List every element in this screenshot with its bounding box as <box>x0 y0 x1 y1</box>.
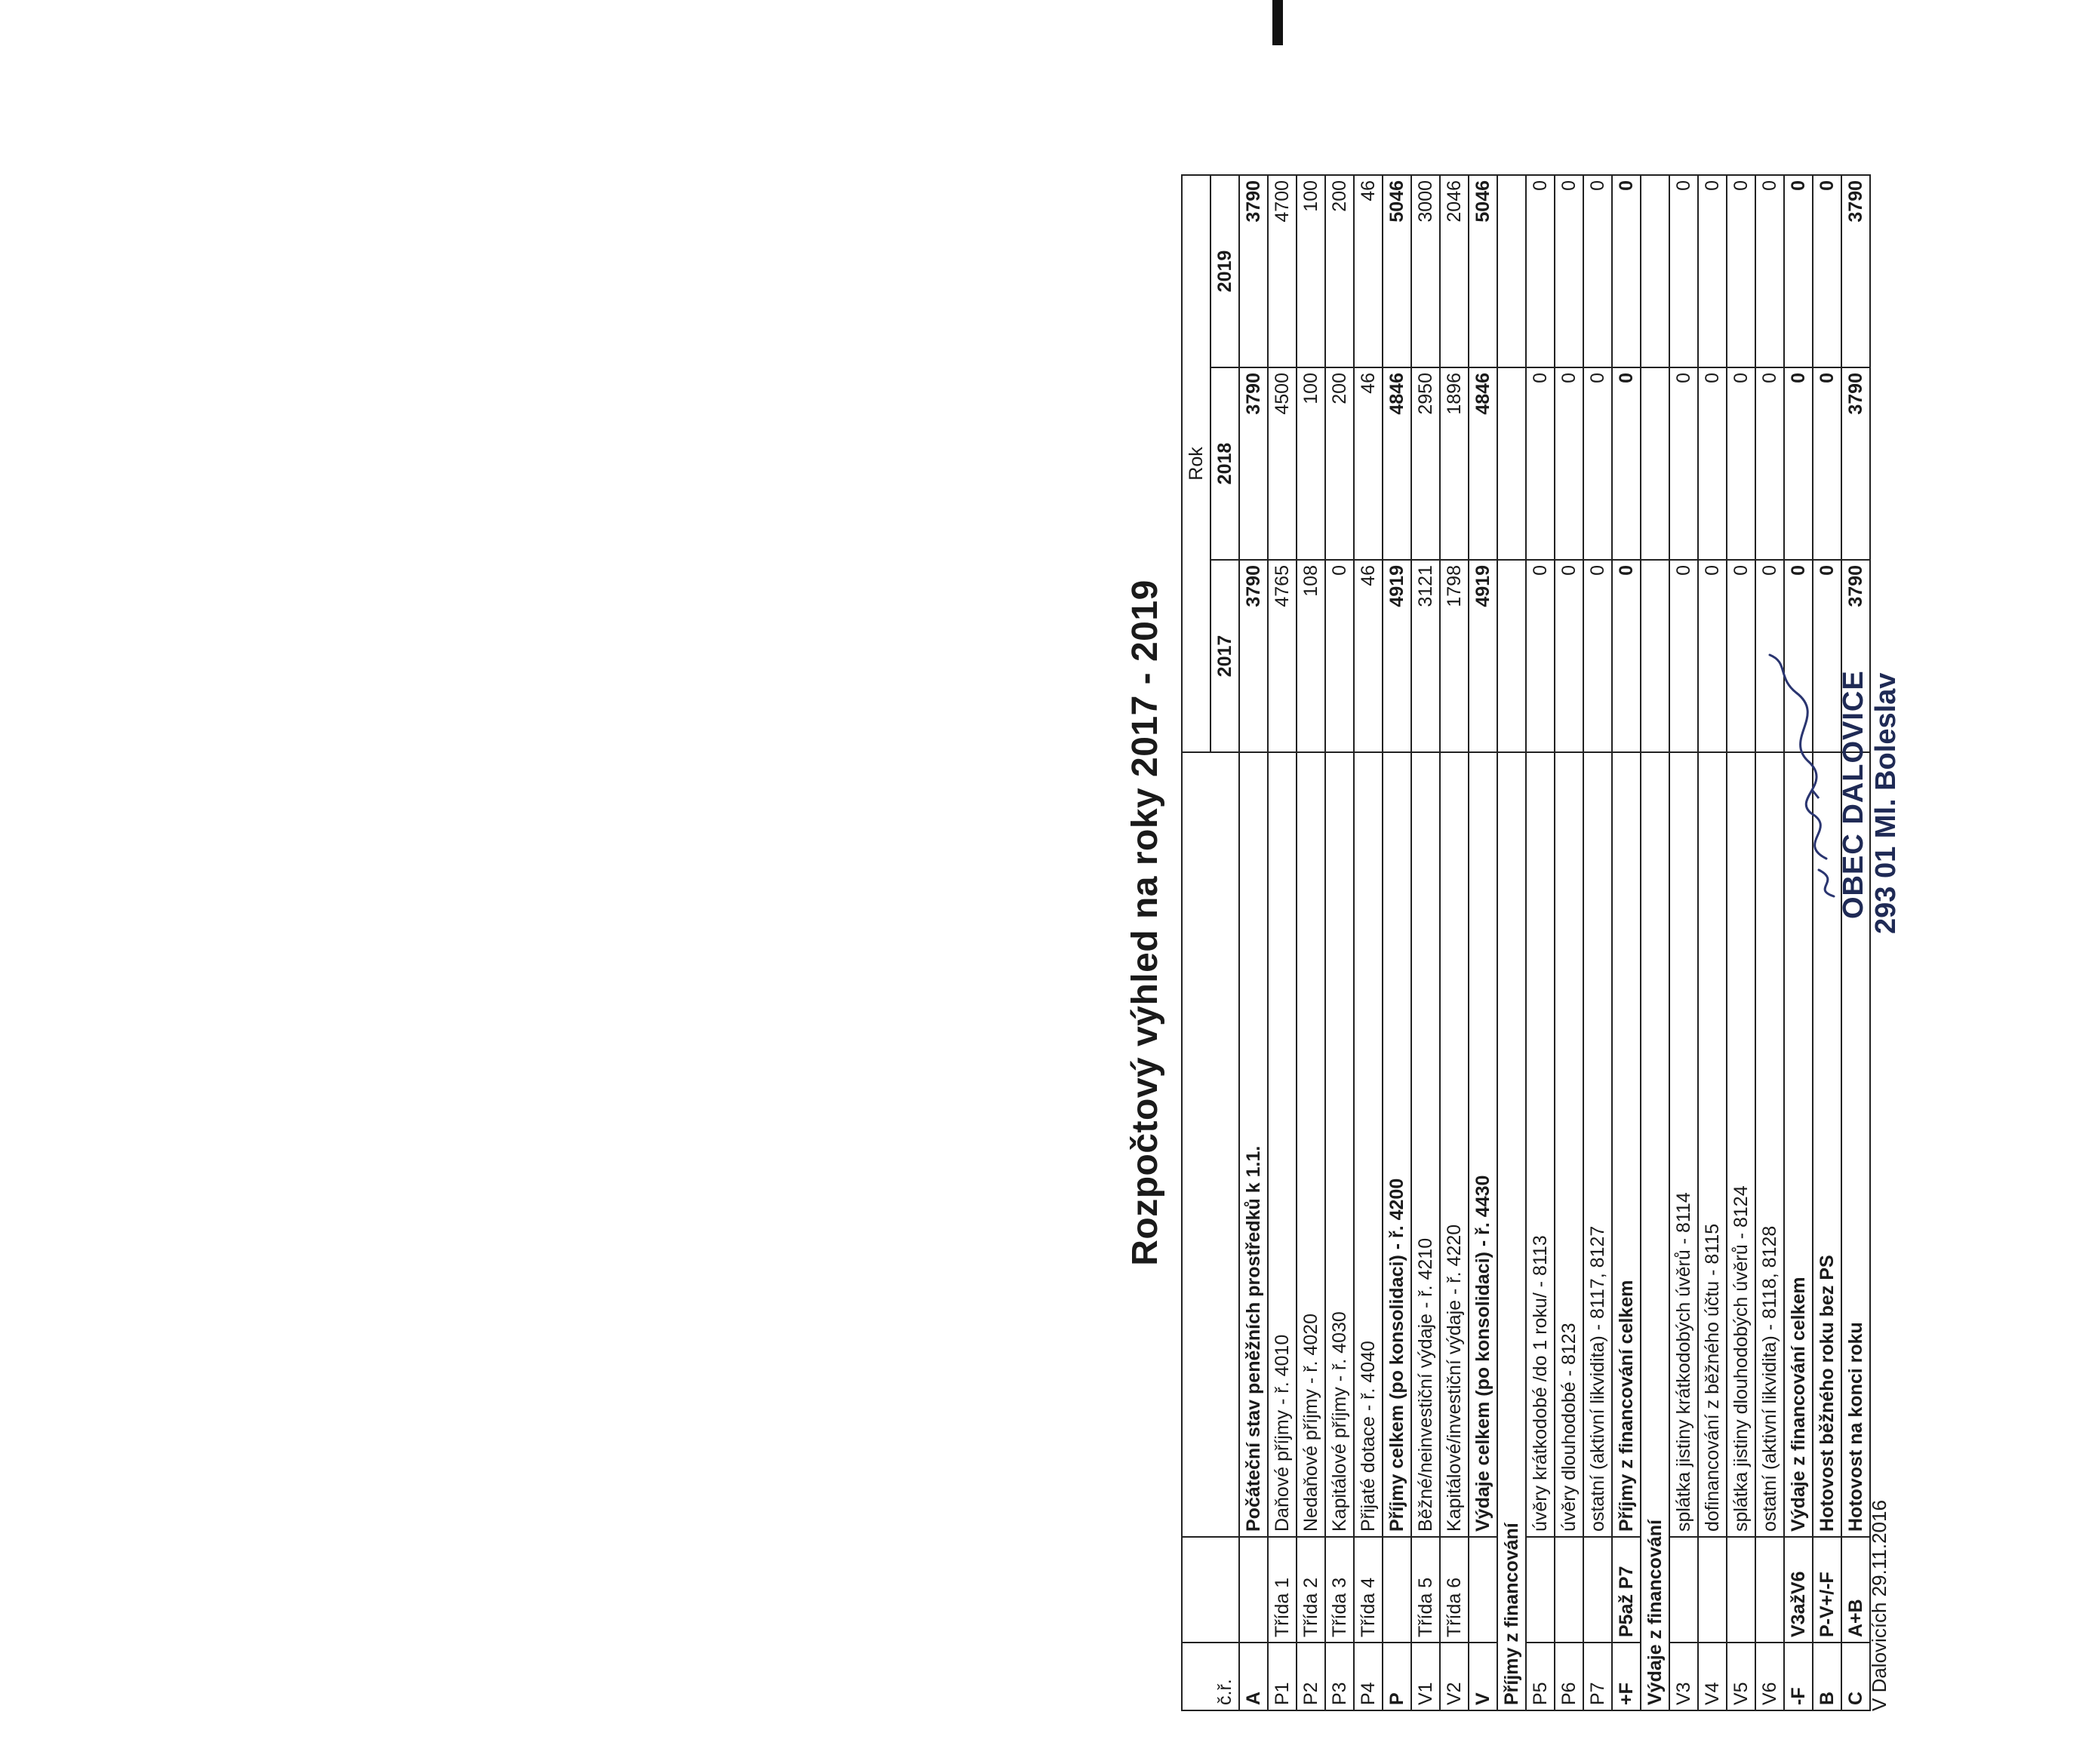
value-2019: 0 <box>1727 175 1755 367</box>
row-label: Příjmy celkem (po konsolidaci) - ř. 4200 <box>1383 752 1411 1537</box>
row-code: V3 <box>1669 1643 1698 1710</box>
row-code: P6 <box>1555 1643 1583 1710</box>
row-label: Výdaje z financování celkem <box>1784 752 1813 1537</box>
table-row <box>1813 175 1841 1710</box>
header-empty-2 <box>1182 752 1239 1537</box>
value-2017: 0 <box>1755 560 1784 752</box>
value-2018: 3790 <box>1239 367 1268 560</box>
row-class: Třída 4 <box>1354 1537 1383 1643</box>
value-2018: 0 <box>1813 367 1841 560</box>
row-label: Kapitálové příjmy - ř. 4030 <box>1325 752 1354 1537</box>
row-code: A <box>1239 1643 1268 1710</box>
value-2019: 4700 <box>1268 175 1297 367</box>
value-2018: 0 <box>1755 367 1784 560</box>
table-row <box>1325 175 1354 1710</box>
row-code: P7 <box>1583 1643 1612 1710</box>
row-class <box>1727 1537 1755 1643</box>
row-class: P5až P7 <box>1612 1537 1641 1643</box>
table-row <box>1440 175 1469 1710</box>
value-2019: 3790 <box>1239 175 1268 367</box>
row-label: Běžné/neinvestiční výdaje - ř. 4210 <box>1411 752 1440 1537</box>
table-row <box>1784 175 1813 1710</box>
value-2017: 3790 <box>1239 560 1268 752</box>
row-label: Výdaje celkem (po konsolidaci) - ř. 4430 <box>1469 752 1497 1537</box>
row-label: splátka jistiny krátkodobých úvěrů - 8114 <box>1669 752 1698 1537</box>
rotated-content <box>1049 6 2098 1764</box>
section-expense-financing <box>1641 175 1669 1710</box>
row-code: P <box>1383 1643 1411 1710</box>
value-2019: 100 <box>1297 175 1325 367</box>
value-2018: 200 <box>1325 367 1354 560</box>
row-code: P3 <box>1325 1643 1354 1710</box>
row-label: Hotovost běžného roku bez PS <box>1813 752 1841 1537</box>
row-code: P5 <box>1526 1643 1555 1710</box>
value-2017: 0 <box>1727 560 1755 752</box>
stamp-line-1: OBEC DALOVICE <box>1838 670 1869 919</box>
value-2019: 0 <box>1698 175 1727 367</box>
value-2019: 0 <box>1813 175 1841 367</box>
row-class: Třída 2 <box>1297 1537 1325 1643</box>
header-empty-1 <box>1182 1537 1239 1643</box>
table-row <box>1841 175 1870 1710</box>
row-code: +F <box>1612 1643 1641 1710</box>
header-year-2019: 2019 <box>1211 175 1239 367</box>
value-2018: 4846 <box>1469 367 1497 560</box>
table-row <box>1526 175 1555 1710</box>
table-row <box>1239 175 1268 1710</box>
table-row <box>1555 175 1583 1710</box>
value-2019: 5046 <box>1469 175 1497 367</box>
header-rok: Rok <box>1182 175 1211 752</box>
value-2017: 3790 <box>1841 560 1870 752</box>
section-income-financing-label: Příjmy z financování <box>1497 752 1526 1710</box>
row-label: dofinancování z běžného účtu - 8115 <box>1698 752 1727 1537</box>
value-2019: 200 <box>1325 175 1354 367</box>
value-2019: 0 <box>1612 175 1641 367</box>
row-code: P4 <box>1354 1643 1383 1710</box>
value-2018: 46 <box>1354 367 1383 560</box>
header-year-2018: 2018 <box>1211 367 1239 560</box>
row-code: V6 <box>1755 1643 1784 1710</box>
table-row <box>1354 175 1383 1710</box>
row-class <box>1239 1537 1268 1643</box>
value-2017: 4765 <box>1268 560 1297 752</box>
value-2019: 0 <box>1669 175 1698 367</box>
value-2018: 0 <box>1612 367 1641 560</box>
value-2018: 0 <box>1555 367 1583 560</box>
value-2017: 0 <box>1669 560 1698 752</box>
table-row <box>1583 175 1612 1710</box>
row-class <box>1383 1537 1411 1643</box>
empty-cell <box>1497 560 1526 752</box>
row-label: úvěry dlouhodobé - 8123 <box>1555 752 1583 1537</box>
value-2017: 46 <box>1354 560 1383 752</box>
value-2017: 108 <box>1297 560 1325 752</box>
value-2017: 0 <box>1526 560 1555 752</box>
row-label: úvěry krátkodobé /do 1 roku/ - 8113 <box>1526 752 1555 1537</box>
table-row <box>1727 175 1755 1710</box>
value-2019: 3000 <box>1411 175 1440 367</box>
row-class: Třída 6 <box>1440 1537 1469 1643</box>
table-row <box>1612 175 1641 1710</box>
table-row <box>1755 175 1784 1710</box>
empty-cell <box>1641 560 1669 752</box>
value-2017: 0 <box>1555 560 1583 752</box>
value-2019: 0 <box>1583 175 1612 367</box>
row-class: Třída 3 <box>1325 1537 1354 1643</box>
row-class: Třída 1 <box>1268 1537 1297 1643</box>
value-2018: 0 <box>1526 367 1555 560</box>
row-class <box>1469 1537 1497 1643</box>
value-2017: 0 <box>1325 560 1354 752</box>
row-label: ostatní (aktivní likvidita) - 8118, 8128 <box>1755 752 1784 1537</box>
value-2018: 0 <box>1698 367 1727 560</box>
value-2018: 1896 <box>1440 367 1469 560</box>
row-code: P2 <box>1297 1643 1325 1710</box>
row-class <box>1526 1537 1555 1643</box>
row-class <box>1583 1537 1612 1643</box>
table-row <box>1469 175 1497 1710</box>
section-expense-financing-label: Výdaje z financování <box>1641 752 1669 1710</box>
header-year-2017: 2017 <box>1211 560 1239 752</box>
value-2018: 0 <box>1727 367 1755 560</box>
value-2018: 3790 <box>1841 367 1870 560</box>
table-row <box>1669 175 1698 1710</box>
stamp-line-2: 293 01 Ml. Boleslav <box>1870 672 1902 934</box>
budget-table <box>1181 174 1871 1711</box>
value-2018: 0 <box>1669 367 1698 560</box>
row-label: Počáteční stav peněžních prostředků k 1.1. <box>1239 752 1268 1537</box>
value-2017: 0 <box>1612 560 1641 752</box>
header-cr: č.ř. <box>1182 1643 1239 1710</box>
empty-cell <box>1641 175 1669 367</box>
value-2019: 2046 <box>1440 175 1469 367</box>
value-2017: 0 <box>1583 560 1612 752</box>
table-row <box>1411 175 1440 1710</box>
value-2017: 4919 <box>1383 560 1411 752</box>
value-2018: 100 <box>1297 367 1325 560</box>
value-2019: 5046 <box>1383 175 1411 367</box>
row-label: Příjmy z financování celkem <box>1612 752 1641 1537</box>
place-date: V Dalovicích 29.11.2016 <box>1868 1500 1890 1711</box>
row-code: V <box>1469 1643 1497 1710</box>
value-2019: 0 <box>1526 175 1555 367</box>
value-2019: 0 <box>1755 175 1784 367</box>
value-2017: 1798 <box>1440 560 1469 752</box>
value-2017: 0 <box>1698 560 1727 752</box>
value-2018: 2950 <box>1411 367 1440 560</box>
row-code: V5 <box>1727 1643 1755 1710</box>
value-2017: 0 <box>1784 560 1813 752</box>
row-code: V4 <box>1698 1643 1727 1710</box>
section-income-financing <box>1497 175 1526 1710</box>
table-header-row <box>1182 175 1211 1710</box>
table-row <box>1268 175 1297 1710</box>
row-code: V1 <box>1411 1643 1440 1710</box>
value-2018: 4846 <box>1383 367 1411 560</box>
row-label: Nedaňové příjmy - ř. 4020 <box>1297 752 1325 1537</box>
table-row <box>1383 175 1411 1710</box>
empty-cell <box>1641 367 1669 560</box>
row-code: -F <box>1784 1643 1813 1710</box>
value-2018: 0 <box>1784 367 1813 560</box>
row-class <box>1555 1537 1583 1643</box>
value-2017: 0 <box>1813 560 1841 752</box>
empty-cell <box>1497 175 1526 367</box>
row-class: P-V+/-F <box>1813 1537 1841 1643</box>
value-2018: 4500 <box>1268 367 1297 560</box>
row-code: B <box>1813 1643 1841 1710</box>
value-2019: 0 <box>1555 175 1583 367</box>
row-code: P1 <box>1268 1643 1297 1710</box>
row-label: Kapitálové/investiční výdaje - ř. 4220 <box>1440 752 1469 1537</box>
document-title: Rozpočtový výhled na roky 2017 - 2019 <box>1125 579 1165 1266</box>
value-2017: 3121 <box>1411 560 1440 752</box>
row-label: splátka jistiny dlouhodobých úvěrů - 8124 <box>1727 752 1755 1537</box>
row-label: Hotovost na konci roku <box>1841 752 1870 1537</box>
row-code: C <box>1841 1643 1870 1710</box>
value-2019: 3790 <box>1841 175 1870 367</box>
empty-cell <box>1497 367 1526 560</box>
value-2019: 46 <box>1354 175 1383 367</box>
row-class: A+B <box>1841 1537 1870 1643</box>
row-class: V3ažV6 <box>1784 1537 1813 1643</box>
row-label: Daňové příjmy - ř. 4010 <box>1268 752 1297 1537</box>
table-row <box>1297 175 1325 1710</box>
row-class <box>1755 1537 1784 1643</box>
row-class <box>1669 1537 1698 1643</box>
row-class <box>1698 1537 1727 1643</box>
row-class: Třída 5 <box>1411 1537 1440 1643</box>
table-row <box>1698 175 1727 1710</box>
value-2018: 0 <box>1583 367 1612 560</box>
row-label: Přijaté dotace - ř. 4040 <box>1354 752 1383 1537</box>
value-2017: 4919 <box>1469 560 1497 752</box>
row-code: V2 <box>1440 1643 1469 1710</box>
row-label: ostatní (aktivní likvidita) - 8117, 8127 <box>1583 752 1612 1537</box>
value-2019: 0 <box>1784 175 1813 367</box>
